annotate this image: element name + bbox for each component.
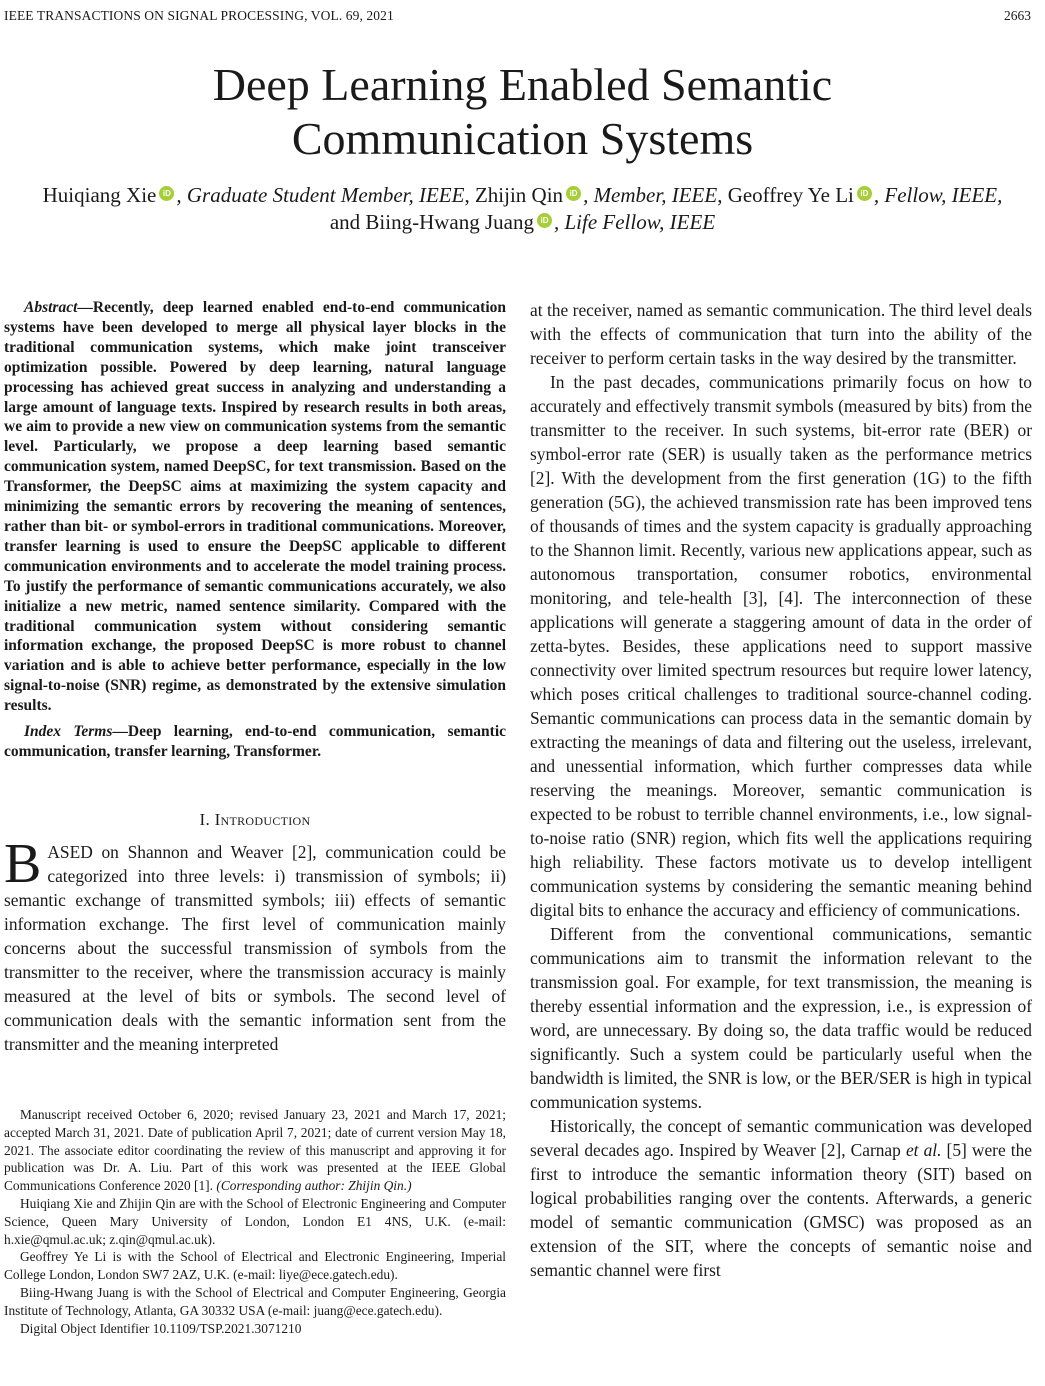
orcid-icon[interactable]: iD xyxy=(566,186,581,201)
paper-title-line-2: Communication Systems xyxy=(291,113,754,164)
body-paragraph xyxy=(530,1114,1032,1282)
paper-title xyxy=(0,58,1045,166)
author-affiliation: , Member, IEEE xyxy=(583,183,718,207)
orcid-icon[interactable]: iD xyxy=(537,213,552,228)
index-terms-text: —Deep learning, end-to-end communication, semantic communication, transfer learning, Transformer. xyxy=(4,723,507,760)
footnote-affiliation-2: Geoffrey Ye Li is with the School of Electrical and Electronic Engineering, Imperial College London, London SW7 2AZ, U.K. (e-mail: liye@ece.gatech.edu). xyxy=(4,1249,506,1283)
section-number: I. xyxy=(199,809,215,829)
author-name: and Biing-Hwang Juang xyxy=(329,210,534,234)
author-affiliation: , Graduate Student Member, IEEE xyxy=(176,183,465,207)
body-text: Historically, the concept of semantic communication was developed several decades ago. Inspired by Weaver [2], Carnap xyxy=(530,1116,1032,1160)
left-column xyxy=(4,298,506,1056)
body-paragraph: at the receiver, named as semantic communication. The third level deals with the effects of communication that turn into the ability of the receiver to perform certain tasks in the way desired by the transmitter. xyxy=(530,300,1032,368)
abstract-label: Abstract xyxy=(24,299,78,316)
orcid-icon[interactable]: iD xyxy=(857,186,872,201)
running-header: IEEE TRANSACTIONS ON SIGNAL PROCESSING, VOL. 69, 2021 xyxy=(4,8,394,23)
body-paragraph: In the past decades, communications primarily focus on how to accurately and effectively transmit symbols (measured by bits) from the transmitter to the receiver. In such systems, bit-error rate (BER) or symbol-error rate (SER) is usually taken as the performance metrics [2]. With the development from the first generation (1G) to the fifth generation (5G), the achieved transmission rate has been improved tens of thousands of times and the system capacity is gradually approaching to the Shannon limit. Recently, various new applications appear, such as autonomous transportation, consumer robotics, environmental monitoring, and tele-health [3], [4]. The interconnection of these applications will generate a staggering amount of data in the order of zetta-bytes. Besides, these applications need to support massive connectivity over limited spectrum resources but require lower latency, which poses critical challenges to traditional source-channel coding. Semantic communications can process data in the semantic domain by extracting the meanings of data and filtering out the useless, irrelevant, and unessential information, which further compresses data while reserving the meanings. Moreover, semantic communication is expected to be robust to terrible channel environments, i.e., low signal-to-noise ratio (SNR) region, which fits well the applications requiring high reliability. These factors motivate us to develop intelligent communication systems by considering the semantic meaning behind digital bits to enhance the accuracy and efficiency of communications. xyxy=(530,372,1032,920)
footnotes xyxy=(4,1106,506,1337)
footnote-affiliation-1: Huiqiang Xie and Zhijin Qin are with the School of Electronic Engineering and Computer Science, Queen Mary University of London, London E1 4NS, U.K. (e-mail: h.xie@qmul.ac.uk; z.qin@qmul.ac.uk). xyxy=(4,1195,506,1247)
abstract-text: —Recently, deep learned enabled end-to-end communication systems have been developed to merge all physical layer blocks in the traditional communication systems, which make joint transceiver optimization possible. Powered by deep learning, natural language processing has achieved great success in analyzing and understanding a large amount of language texts. Inspired by research results in both areas, we aim to provide a new view on communication systems from the semantic level. Particularly, we propose a deep learning based semantic communication system, named DeepSC, for text transmission. Based on the Transformer, the DeepSC aims at maximizing the system capacity and minimizing the semantic errors by recovering the meaning of sentences, rather than bit- or symbol-errors in traditional communications. Moreover, transfer learning is used to ensure the DeepSC applicable to different communication environments and to accelerate the model training process. To justify the performance of semantic communications accurately, we also initialize a new metric, named sentence similarity. Compared with the traditional communication system without considering semantic information exchange, the proposed DeepSC is more robust to channel variation and is able to achieve better performance, especially in the low signal-to-noise (SNR) regime, as demonstrated by the extensive simulation results. xyxy=(4,299,506,715)
index-terms-label: Index Terms xyxy=(24,723,113,741)
intro-paragraph xyxy=(4,832,506,1056)
orcid-icon[interactable]: iD xyxy=(159,186,174,201)
author-line-1 xyxy=(0,182,1045,209)
footnote-doi[interactable]: Digital Object Identifier 10.1109/TSP.2021.3071210 xyxy=(20,1320,302,1336)
drop-cap: B xyxy=(4,832,42,895)
index-terms xyxy=(4,722,506,762)
section-heading-introduction xyxy=(4,810,506,830)
author-affiliation: , Life Fellow, IEEE xyxy=(553,210,716,234)
paper-title-line-1: Deep Learning Enabled Semantic xyxy=(212,59,833,110)
page-number: 2663 xyxy=(1004,8,1031,23)
author-affiliation: , Fellow, IEEE, xyxy=(873,183,1003,207)
author-list xyxy=(0,182,1045,236)
section-title: Introduction xyxy=(214,809,311,829)
body-text-italic: et al. xyxy=(905,1140,942,1160)
intro-paragraph-text: ASED on Shannon and Weaver [2], communication could be categorized into three levels: i) transmission of symbols; ii) semantic exchange of transmitted symbols; iii) effects of semantic information exchange. The first level of communication mainly concerns about the successful transmission of symbols from the transmitter to the receiver, where the transmission accuracy is mainly measured at the level of bits or symbols. The second level of communication deals with the semantic information sent from the transmitter and the meaning interpreted xyxy=(4,841,506,1054)
author-name: Huiqiang Xie xyxy=(42,183,157,207)
footnote-corresponding-author: (Corresponding author: Zhijin Qin.) xyxy=(216,1178,412,1194)
right-column xyxy=(530,298,1032,1282)
footnote-manuscript xyxy=(4,1106,506,1195)
footnote-affiliation-3: Biing-Hwang Juang is with the School of Electrical and Computer Engineering, Georgia Institute of Technology, Atlanta, GA 30332 USA (e-mail: juang@ece.gatech.edu). xyxy=(4,1284,506,1318)
author-name: , Geoffrey Ye Li xyxy=(717,183,854,207)
abstract xyxy=(4,298,506,716)
body-text: [5] were the first to introduce the semantic information theory (SIT) based on logical probabilities ranging over the contents. Afterwards, a generic model of semantic communication (GMSC) was proposed as an extension of the SIT, where the concepts of semantic noise and semantic channel were first xyxy=(530,1140,1032,1280)
footnote-manuscript-text: Manuscript received October 6, 2020; revised January 23, 2021 and March 17, 2021; accepted March 31, 2021. Date of publication April 7, 2021; date of current version May 18, 2021. The associate editor coordinating the review of this manuscript and approving it for publication was Dr. A. Liu. Part of this work was presented at the IEEE Global Communications Conference 2020 [1]. xyxy=(4,1107,506,1194)
author-name: , Zhijin Qin xyxy=(464,183,564,207)
author-line-2 xyxy=(0,209,1045,236)
body-paragraph: Different from the conventional communications, semantic communications aim to transmit the information relevant to the transmission goal. For example, for text transmission, the meaning is thereby essential information and the expression, i.e., is expression of word, are unnecessary. By doing so, the data traffic would be reduced significantly. Such a system could be particularly useful when the bandwidth is limited, the SNR is low, or the BER/SER is high in typical communication systems. xyxy=(530,924,1032,1112)
